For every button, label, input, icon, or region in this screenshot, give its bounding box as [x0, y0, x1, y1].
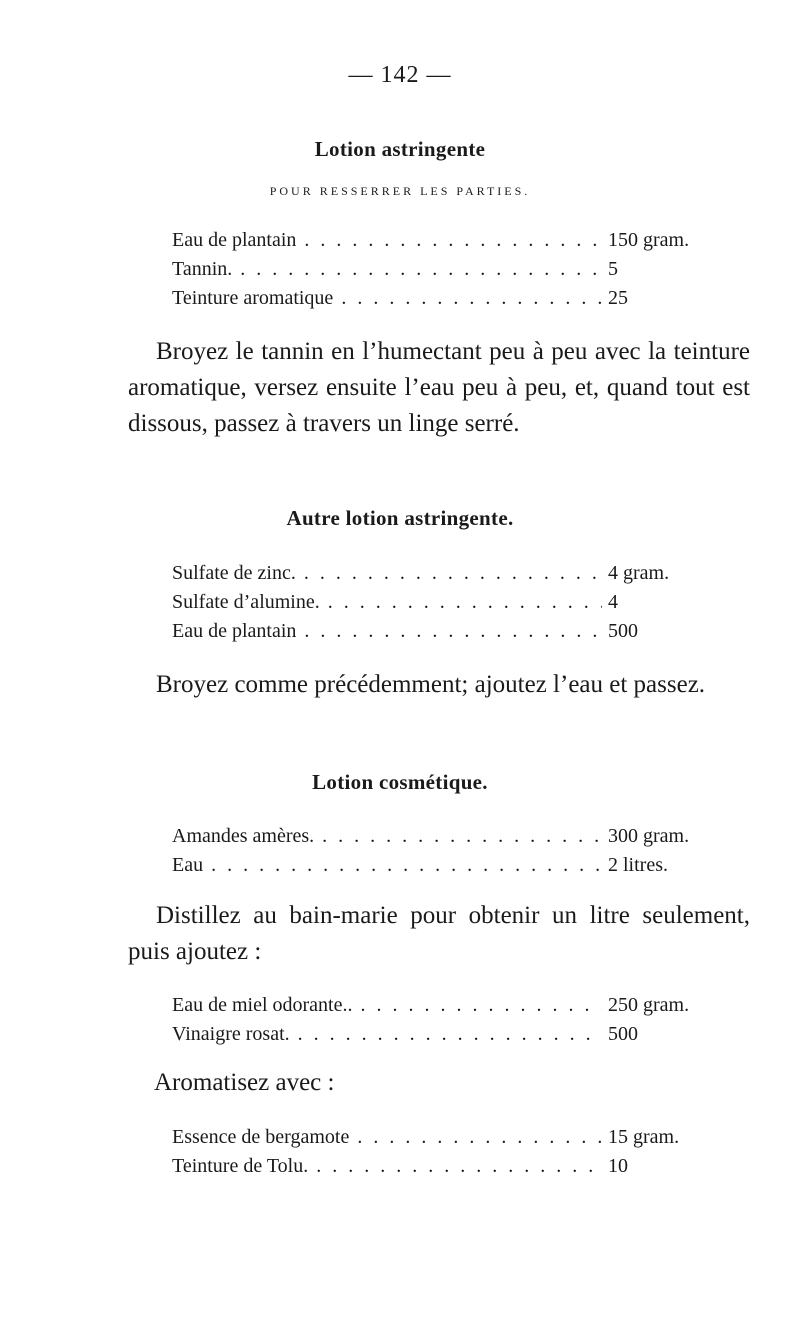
- instruction-text: Aromatisez avec :: [154, 1069, 335, 1096]
- ingredient-name: Tannin. . . .: [172, 258, 602, 281]
- ingredient-row: [172, 1155, 712, 1184]
- ingredient-row: [172, 1023, 712, 1052]
- ingredient-quantity: 500: [608, 620, 638, 642]
- ingredient-row: [172, 258, 712, 287]
- instruction-paragraph: [128, 667, 750, 703]
- ingredient-name: Sulfate d’alumine. . . .: [172, 591, 602, 614]
- ingredient-quantity: 500: [608, 1023, 638, 1045]
- instruction-text: Broyez le tannin en l’humectant peu à peu avec la teinture aromatique, versez ensuite l’eau peu à peu, et, quand tout est dissous, passez à travers un linge serré.: [128, 338, 750, 437]
- ingredient-quantity: 2 litres.: [608, 854, 668, 876]
- section-title: Autre lotion astringente.: [286, 506, 514, 530]
- ingredient-quantity: 10: [608, 1155, 628, 1177]
- ingredient-quantity: 4 gram.: [608, 562, 670, 584]
- ingredient-quantity: 15 gram.: [608, 1126, 680, 1148]
- ingredient-quantity: 25: [608, 287, 628, 309]
- page-number: — 142 —: [348, 62, 452, 88]
- ingredient-name: Teinture aromatique . . .: [172, 287, 602, 310]
- section-title: Lotion astringente: [314, 137, 486, 161]
- ingredient-row: [172, 854, 712, 883]
- ingredient-row: [172, 620, 712, 649]
- section-subtitle: POUR RESSERRER LES PARTIES.: [269, 184, 531, 198]
- instruction-paragraph: [128, 334, 750, 442]
- ingredient-row: [172, 562, 712, 591]
- ingredient-name: Eau de miel odorante.. . . .: [172, 994, 602, 1017]
- instruction-text: Broyez comme précédemment; ajoutez l’eau et passez.: [156, 671, 706, 698]
- ingredient-name: Eau de plantain . . .: [172, 229, 602, 252]
- ingredient-quantity: 150 gram.: [608, 229, 690, 251]
- ingredient-name: Essence de bergamote . . .: [172, 1126, 602, 1149]
- instruction-paragraph: [128, 898, 750, 970]
- ingredient-name: Eau de plantain . . .: [172, 620, 602, 643]
- ingredient-row: [172, 591, 712, 620]
- ingredient-list: [172, 562, 712, 649]
- section-title: Lotion cosmétique.: [312, 770, 488, 794]
- ingredient-name: Amandes amères. . . .: [172, 825, 602, 848]
- ingredient-quantity: 250 gram.: [608, 994, 690, 1016]
- ingredient-quantity: 5: [608, 258, 618, 280]
- ingredient-quantity: 4: [608, 591, 618, 613]
- ingredient-list: [172, 229, 712, 316]
- ingredient-name: Vinaigre rosat. . . .: [172, 1023, 602, 1046]
- ingredient-name: Eau . . .: [172, 854, 602, 877]
- instruction-text: Distillez au bain-marie pour obtenir un litre seulement, puis ajoutez :: [128, 902, 750, 965]
- ingredient-list: [172, 825, 712, 883]
- ingredient-quantity: 300 gram.: [608, 825, 690, 847]
- ingredient-row: [172, 825, 712, 854]
- ingredient-name: Teinture de Tolu. . . .: [172, 1155, 602, 1178]
- ingredient-row: [172, 1126, 712, 1155]
- ingredient-row: [172, 994, 712, 1023]
- ingredient-name: Sulfate de zinc. . . .: [172, 562, 602, 585]
- ingredient-list: [172, 1126, 712, 1184]
- ingredient-row: [172, 287, 712, 316]
- ingredient-list: [172, 994, 712, 1052]
- ingredient-row: [172, 229, 712, 258]
